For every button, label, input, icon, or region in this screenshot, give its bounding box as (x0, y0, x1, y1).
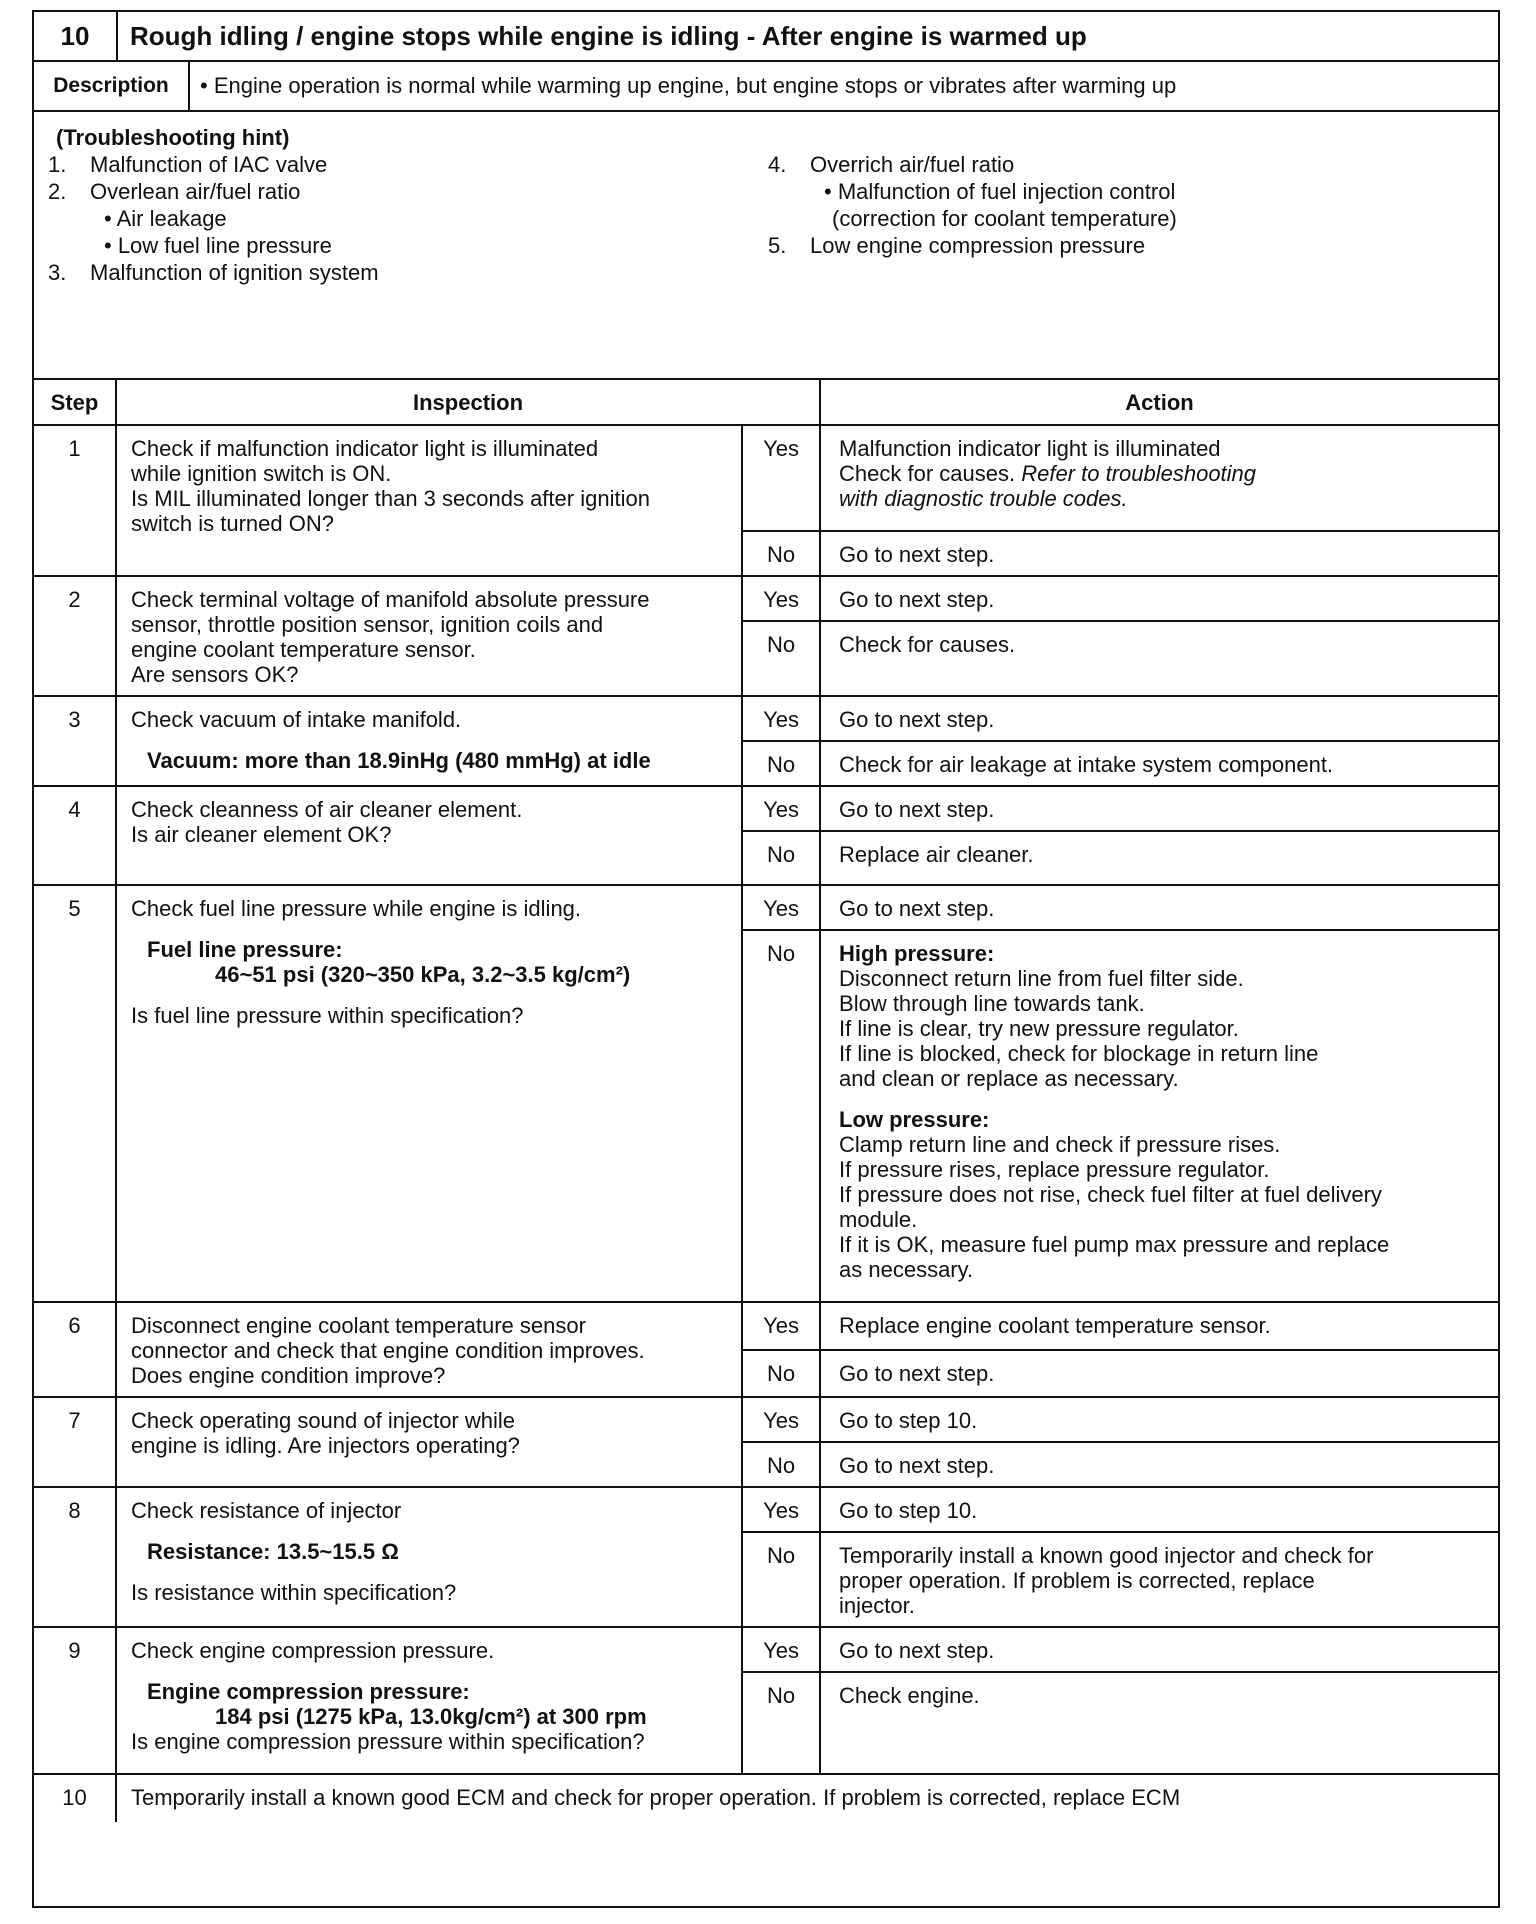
header-step: Step (34, 380, 116, 425)
inspection-line: Check terminal voltage of manifold absolute pressure (131, 587, 650, 612)
inspection-spec-label: Engine compression pressure: (147, 1679, 470, 1704)
hint-subitem: • Low fuel line pressure (104, 233, 332, 258)
action-line: If line is clear, try new pressure regulator. (839, 1016, 1239, 1041)
hint-item (34, 259, 379, 286)
inspection-line: connector and check that engine condition improves. (131, 1338, 645, 1363)
yes-label: Yes (742, 786, 820, 831)
yes-action: Go to step 10. (820, 1397, 1498, 1442)
table-header-row (34, 380, 1498, 425)
inspection-line: Check fuel line pressure while engine is idling. (131, 896, 582, 921)
no-action (820, 930, 1498, 1302)
action-line: module. (839, 1207, 918, 1232)
yes-action: Go to next step. (820, 696, 1498, 741)
action-line: Clamp return line and check if pressure rises. (839, 1132, 1281, 1157)
inspection-spec-value: 46~51 psi (320~350 kPa, 3.2~3.5 kg/cm²) (215, 962, 631, 987)
inspection-line: while ignition switch is ON. (131, 461, 392, 486)
no-action: Check for air leakage at intake system component. (820, 741, 1498, 786)
inspection-line: sensor, throttle position sensor, ignition coils and (131, 612, 604, 637)
inspection-line: Check if malfunction indicator light is illuminated (131, 436, 599, 461)
action-line: Temporarily install a known good injector and check for (839, 1543, 1374, 1568)
yes-action: Go to next step. (820, 576, 1498, 621)
hint-text: Malfunction of IAC valve (90, 152, 328, 177)
step-number: 8 (34, 1487, 116, 1627)
procedure-title: Rough idling / engine stops while engine is idling - After engine is warmed up (130, 20, 1087, 51)
inspection-spec: Resistance: 13.5~15.5 Ω (147, 1539, 399, 1564)
no-label: No (742, 930, 820, 1302)
no-action: Check engine. (820, 1672, 1498, 1774)
action-heading: Low pressure: (839, 1107, 990, 1132)
table-row (34, 1774, 1498, 1822)
no-action: Go to next step. (820, 1350, 1498, 1398)
hint-number: 4. (768, 152, 787, 177)
no-label: No (742, 831, 820, 885)
inspection-question: Is engine compression pressure within specification? (131, 1729, 645, 1754)
action-line: If line is blocked, check for blockage in return line (839, 1041, 1319, 1066)
action-line (839, 461, 1480, 486)
hint-title: (Troubleshooting hint) (56, 125, 290, 150)
yes-action: Replace engine coolant temperature sensor. (820, 1302, 1498, 1350)
inspection-spec-label: Fuel line pressure: (147, 937, 343, 962)
hint-number: 2. (48, 179, 67, 204)
table-row (34, 1627, 1498, 1672)
step-number: 10 (34, 1774, 116, 1822)
yes-label: Yes (742, 1487, 820, 1532)
step-number: 2 (34, 576, 116, 696)
hint-item (754, 232, 1177, 259)
inspection-line: Check operating sound of injector while (131, 1408, 516, 1433)
yes-label: Yes (742, 1627, 820, 1672)
inspection-line: Is MIL illuminated longer than 3 seconds after ignition (131, 486, 650, 511)
table-row (34, 1397, 1498, 1442)
yes-label: Yes (742, 576, 820, 621)
inspection-line: Disconnect engine coolant temperature sensor (131, 1313, 586, 1338)
inspection-line: Check engine compression pressure. (131, 1638, 495, 1663)
inspection-question: Is resistance within specification? (131, 1580, 457, 1605)
step-number: 4 (34, 786, 116, 885)
table-row (34, 696, 1498, 741)
inspection-cell (116, 1627, 742, 1774)
no-label: No (742, 1672, 820, 1774)
sheet-header (34, 12, 1498, 62)
description-row (34, 62, 1498, 112)
inspection-line: Check resistance of injector (131, 1498, 402, 1523)
table-row (34, 1487, 1498, 1532)
inspection-table (34, 380, 1498, 1822)
inspection-line: engine coolant temperature sensor. (131, 637, 476, 662)
description-label: Description (34, 62, 190, 110)
yes-label: Yes (742, 696, 820, 741)
final-step-text: Temporarily install a known good ECM and check for proper operation. If problem is corrected, replace ECM (116, 1774, 1498, 1822)
action-line: Disconnect return line from fuel filter side. (839, 966, 1244, 991)
action-line: If it is OK, measure fuel pump max pressure and replace (839, 1232, 1390, 1257)
hint-item (34, 151, 379, 178)
action-line: and clean or replace as necessary. (839, 1066, 1179, 1091)
table-row (34, 576, 1498, 621)
step-number: 1 (34, 425, 116, 576)
inspection-line: Check cleanness of air cleaner element. (131, 797, 523, 822)
no-label: No (742, 1350, 820, 1398)
yes-label: Yes (742, 1302, 820, 1350)
inspection-cell (116, 1302, 742, 1397)
yes-label: Yes (742, 885, 820, 930)
yes-action: Go to step 10. (820, 1487, 1498, 1532)
inspection-line: engine is idling. Are injectors operating? (131, 1433, 520, 1458)
table-row (34, 425, 1498, 531)
action-line: injector. (839, 1593, 915, 1618)
no-action: Check for causes. (820, 621, 1498, 696)
step-number: 3 (34, 696, 116, 786)
action-text: Check for causes. (839, 461, 1016, 486)
table-row (34, 885, 1498, 930)
table-row (34, 786, 1498, 831)
inspection-cell (116, 425, 742, 576)
hint-subitem: • Air leakage (104, 206, 227, 231)
yes-label: Yes (742, 425, 820, 531)
no-label: No (742, 1532, 820, 1627)
no-label: No (742, 531, 820, 576)
inspection-cell (116, 885, 742, 1302)
inspection-question: Is fuel line pressure within specification? (131, 1003, 524, 1028)
description-text: • Engine operation is normal while warming up engine, but engine stops or vibrates after warming up (200, 73, 1177, 98)
hint-text: Overrich air/fuel ratio (810, 152, 1015, 177)
procedure-number: 10 (34, 12, 118, 60)
table-row (34, 1302, 1498, 1350)
inspection-line: Is air cleaner element OK? (131, 822, 392, 847)
action-line: If pressure does not rise, check fuel filter at fuel delivery (839, 1182, 1382, 1207)
no-label: No (742, 621, 820, 696)
header-action: Action (820, 380, 1498, 425)
step-number: 6 (34, 1302, 116, 1397)
action-line: Malfunction indicator light is illuminated (839, 436, 1221, 461)
hint-number: 5. (768, 233, 787, 258)
inspection-cell (116, 696, 742, 786)
action-line: If pressure rises, replace pressure regulator. (839, 1157, 1270, 1182)
yes-action: Go to next step. (820, 885, 1498, 930)
hint-subitem: • Malfunction of fuel injection control (824, 179, 1176, 204)
action-line: Blow through line towards tank. (839, 991, 1145, 1016)
hint-text: Overlean air/fuel ratio (90, 179, 301, 204)
hint-item (754, 151, 1177, 178)
action-reference: Refer to troubleshooting (1021, 461, 1257, 486)
troubleshooting-sheet (32, 10, 1500, 1908)
header-inspection: Inspection (116, 380, 820, 425)
inspection-cell (116, 786, 742, 885)
hint-left-column (34, 151, 379, 286)
yes-label: Yes (742, 1397, 820, 1442)
inspection-line: Does engine condition improve? (131, 1363, 446, 1388)
inspection-line: Are sensors OK? (131, 662, 299, 687)
hint-number: 3. (48, 260, 67, 285)
hint-item (34, 178, 379, 205)
yes-action: Go to next step. (820, 1627, 1498, 1672)
hint-number: 1. (48, 152, 67, 177)
no-action: Go to next step. (820, 531, 1498, 576)
yes-action: Go to next step. (820, 786, 1498, 831)
action-reference: with diagnostic trouble codes. (839, 486, 1128, 511)
no-action: Replace air cleaner. (820, 831, 1498, 885)
no-label: No (742, 1442, 820, 1487)
step-number: 5 (34, 885, 116, 1302)
step-number: 9 (34, 1627, 116, 1774)
yes-action (820, 425, 1498, 531)
inspection-cell (116, 576, 742, 696)
inspection-cell (116, 1487, 742, 1627)
inspection-cell (116, 1397, 742, 1487)
inspection-spec: Vacuum: more than 18.9inHg (480 mmHg) at idle (147, 748, 651, 773)
hint-subitem: (correction for coolant temperature) (832, 206, 1177, 231)
action-heading: High pressure: (839, 941, 995, 966)
step-number: 7 (34, 1397, 116, 1487)
hint-right-column (754, 151, 1177, 259)
troubleshooting-hint (34, 112, 1498, 380)
inspection-line: switch is turned ON? (131, 511, 334, 536)
action-line: as necessary. (839, 1257, 974, 1282)
no-action: Go to next step. (820, 1442, 1498, 1487)
inspection-spec-value: 184 psi (1275 kPa, 13.0kg/cm²) at 300 rpm (215, 1704, 647, 1729)
hint-text: Low engine compression pressure (810, 233, 1146, 258)
hint-text: Malfunction of ignition system (90, 260, 379, 285)
action-line: proper operation. If problem is corrected, replace (839, 1568, 1315, 1593)
no-action (820, 1532, 1498, 1627)
inspection-line: Check vacuum of intake manifold. (131, 707, 462, 732)
no-label: No (742, 741, 820, 786)
